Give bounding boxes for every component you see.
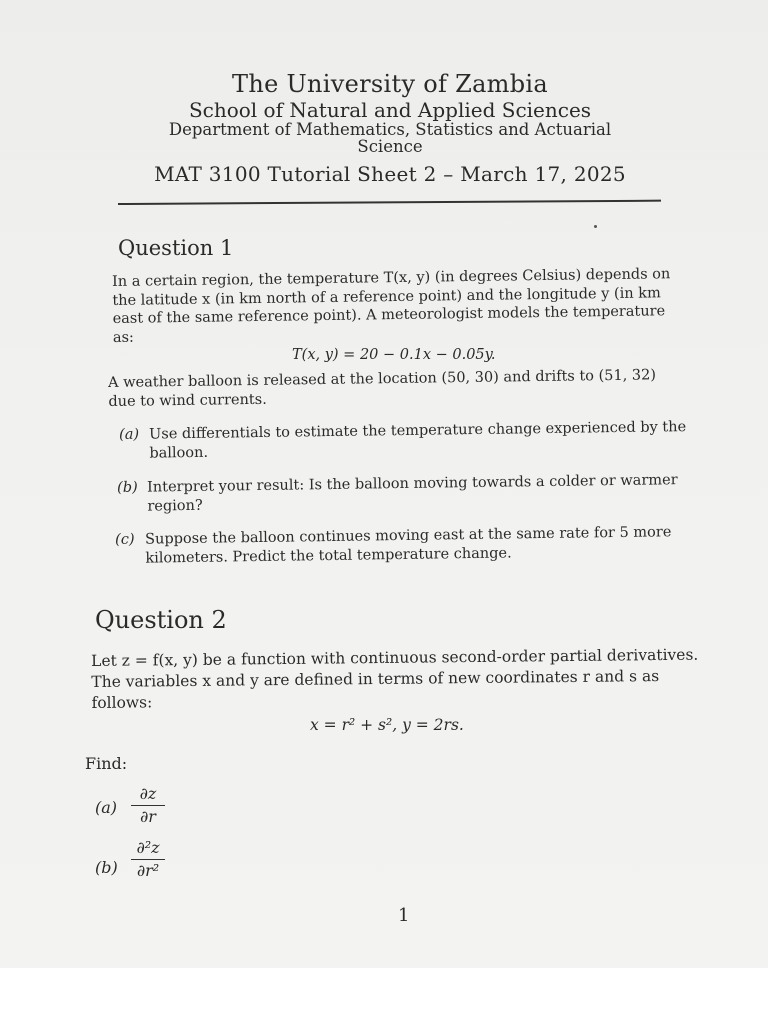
partial-derivative-fraction [131, 784, 165, 827]
question-1-part-a [119, 418, 689, 464]
department-line-1: Department of Mathematics, Statistics and Actuarial [168, 120, 612, 139]
fraction-bar [131, 805, 165, 806]
second-partial-derivative-fraction [131, 838, 165, 881]
question-1-part-c [115, 523, 695, 569]
part-text: Use differentials to estimate the temperature change experienced by the balloon. [149, 419, 687, 462]
fraction-bar [131, 859, 165, 860]
university-title: The University of Zambia [232, 70, 548, 98]
question-1-part-b [117, 471, 692, 517]
part-text: Interpret your result: Is the balloon moving towards a colder or warmer region? [147, 472, 678, 515]
part-label: (a) [95, 798, 118, 817]
question-1-intro: In a certain region, the temperature T(x, y) (in degrees Celsius) depends on the latitude x (in km north of a reference point) and the longitude y (in km east of the same reference point). A meteorologist models the temperature as: [112, 266, 671, 346]
question-2-equation: x = r² + s², y = 2rs. [310, 716, 464, 734]
question-1-title: Question 1 [118, 236, 234, 260]
department-title [6, 121, 768, 155]
part-label: (c) [115, 531, 135, 548]
question-2-title: Question 2 [95, 606, 227, 634]
fraction-denominator: ∂r [140, 807, 156, 826]
fraction-numerator: ∂²z [136, 838, 160, 857]
fraction-denominator: ∂r² [136, 861, 160, 880]
sheet-title: MAT 3100 Tutorial Sheet 2 – March 17, 2025 [154, 162, 626, 186]
paper-speck [594, 225, 597, 228]
find-label: Find: [85, 754, 128, 773]
question-1-follow-text: A weather balloon is released at the location (50, 30) and drifts to (51, 32) due to wind currents. [108, 367, 657, 410]
part-text: Suppose the balloon continues moving east at the same rate for 5 more kilometers. Predict the total temperature change. [145, 524, 672, 567]
part-label: (b) [117, 479, 138, 496]
department-line-2: Science [357, 137, 423, 156]
school-title: School of Natural and Applied Sciences [188, 98, 592, 122]
part-label: (b) [95, 858, 118, 877]
page-number: 1 [398, 905, 410, 926]
header-rule [118, 200, 661, 205]
fraction-numerator: ∂z [139, 784, 157, 803]
part-label: (a) [119, 426, 140, 443]
question-2-intro: Let z = f(x, y) be a function with continuous second-order partial derivatives. The variables x and y are defined in terms of new coordinates r and s as follows: [91, 645, 699, 712]
question-1-equation: T(x, y) = 20 − 0.1x − 0.05y. [292, 347, 496, 363]
